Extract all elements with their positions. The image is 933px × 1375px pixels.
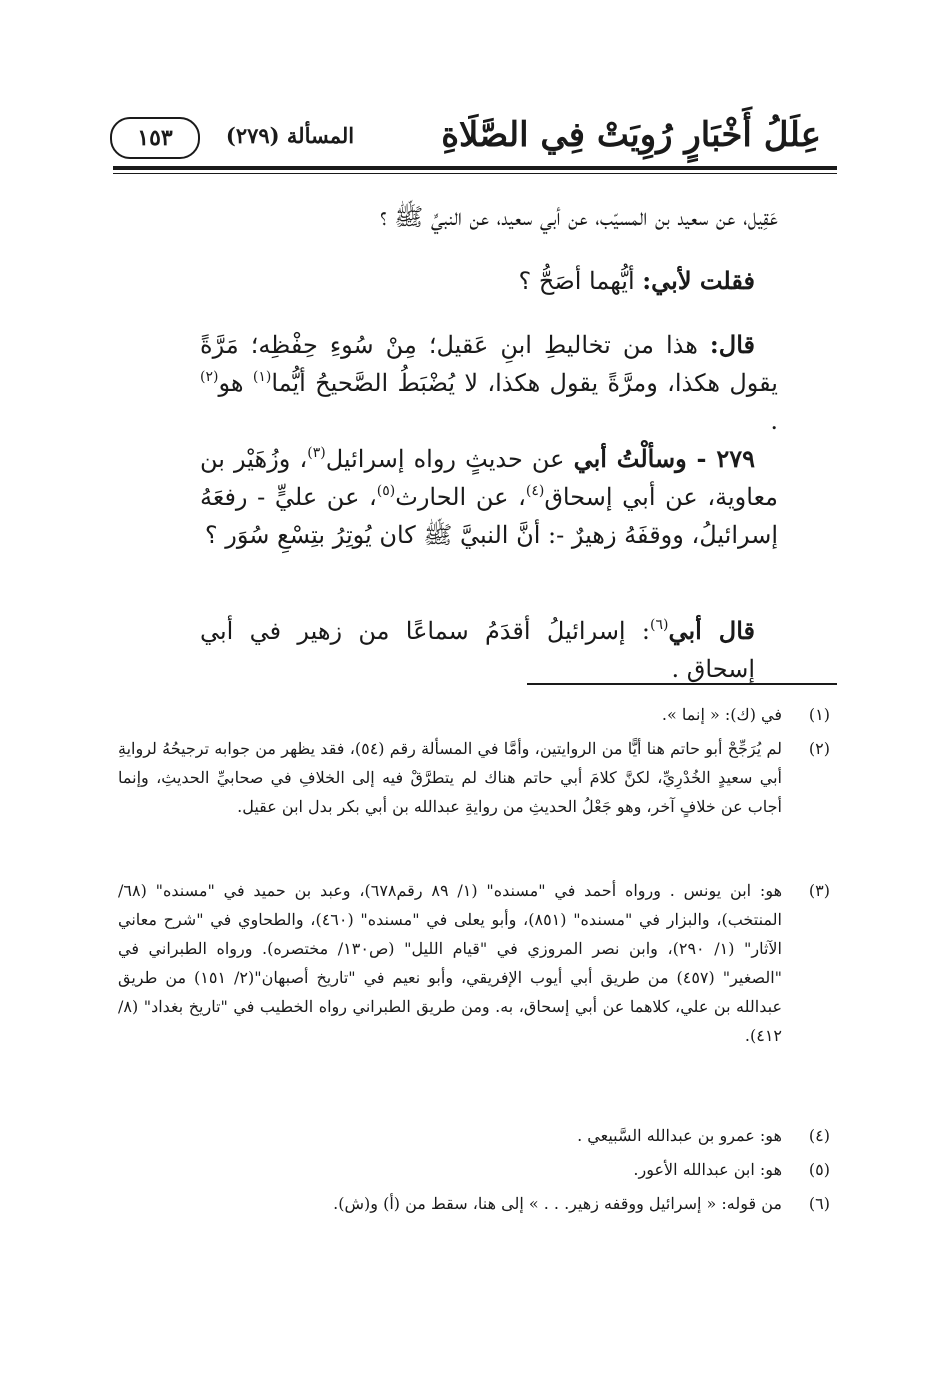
- footnote-1: [118, 700, 830, 729]
- footnote-number: (٣): [808, 881, 830, 900]
- footnote-ref-2[interactable]: (٢): [200, 369, 219, 385]
- footnote-number: (١): [808, 705, 830, 724]
- paragraph-3-text-a: هذا من تخاليطِ ابنِ عَقيل؛ مِنْ سُوءِ حِفْظِه؛ مَرَّةً يقول هكذا، ومرَّةً يقول هكذا، لا يُضْبَطُ الصَّحيحُ أيُّما: [200, 331, 778, 397]
- paragraph-5-lead: قال أبي: [668, 616, 756, 645]
- footnote-text: هو: عمرو بن عبدالله السَّبيعي .: [577, 1126, 782, 1145]
- header-rule-thick: [113, 166, 837, 170]
- paragraph-3-text-b: هو: [218, 369, 253, 397]
- paragraph-5-text: : إسرائيلُ أقدَمُ سماعًا من زهير في أبي إسحاق .: [200, 617, 755, 683]
- paragraph-4: [200, 440, 778, 554]
- footnote-5: [118, 1155, 830, 1184]
- footnote-number: (٦): [808, 1194, 830, 1213]
- paragraph-3: [200, 326, 778, 440]
- footnote-6: [118, 1189, 830, 1218]
- footnote-2: [118, 734, 830, 821]
- footnote-ref-5[interactable]: (٥): [376, 483, 396, 499]
- paragraph-1: [200, 198, 778, 236]
- footnote-ref-6[interactable]: (٦): [649, 617, 669, 633]
- footnote-number: (٢): [808, 739, 830, 758]
- footnote-ref-1[interactable]: (١): [252, 369, 272, 385]
- paragraph-4-text-b: ، وزُهَيْر بن معاوية، عن أبي إسحاق: [200, 445, 778, 511]
- header-rule-thin: [113, 173, 837, 174]
- footnote-text: هو: ابن عبدالله الأعور.: [633, 1160, 782, 1179]
- footnote-text: من قوله: « إسرائيل ووقفه زهير. . . » إلى هنا، سقط من (أ) و(ش).: [333, 1194, 782, 1213]
- footnote-separator: [527, 683, 837, 685]
- footnote-text: هو: ابن يونس . ورواه أحمد في "مسنده" (١/ ٨٩ رقم٦٧٨)، وعبد بن حميد في "مسنده" (٦٨/المنتخب)، والبزار في "مسنده" (٨٥١)، وأبو يعلى في "مسنده" (٤٦٠)، والطحاوي في "شرح معاني الآثار" (١/ ٢٩٠)، وابن نصر المروزي في "قيام الليل" (ص١٣٠/ مختصره). ورواه الطبراني في "الصغير" (٤٥٧) من طريق أبي أيوب الإفريقي، وأبو نعيم في "تاريخ أصبهان"(٢/ ١٥١) من طريق عبدالله بن علي، كلاهما عن أبي إسحاق، به. ومن طريق الطبراني رواه الخطيب في "تاريخ بغداد" (٨/ ٤١٢).: [118, 881, 783, 1045]
- question-number-lead: ٢٧٩ - وسألْتُ أبي: [573, 444, 755, 473]
- footnote-ref-3[interactable]: (٣): [307, 445, 326, 461]
- paragraph-3-lead: قال:: [709, 330, 755, 359]
- paragraph-2: [200, 262, 755, 300]
- paragraph-2-text: أيُّهما أصَحُّ ؟: [518, 267, 643, 295]
- footnote-text: في (ك): « إنما ».: [661, 705, 782, 724]
- page-number: ١٥٣: [110, 117, 200, 159]
- footnote-text: لم يُرَجِّحْ أبو حاتم هنا أيًّا من الروايتين، وأمَّا في المسألة رقم (٥٤)، فقد يظهر من جوابه ترجيحُهُ لروايةِ أبي سعيدٍ الخُدْرِيِّ، لكنَّ كلامَ أبي حاتم هناك لم يتطرَّقْ فيه إلى الخلافِ في صحابيِّ الحديثِ، وإنما أجاب عن خلافٍ آخر، وهو جَعْلُ الحديثِ من روايةِ عبدالله بن أبي بكر بدل ابن عقيل.: [118, 739, 782, 816]
- question-label: المسألة (٢٧٩): [225, 123, 355, 148]
- paragraph-3-text-c: .: [770, 407, 778, 435]
- footnote-4: [118, 1121, 830, 1150]
- running-title: عِلَلُ أَخْبَارٍ رُوِيَتْ فِي الصَّلَاةِ: [441, 115, 821, 155]
- paragraph-2-lead: فقلت لأبي:: [642, 266, 755, 295]
- paragraph-5: [200, 612, 755, 688]
- paragraph-4-text-a: عن حديثٍ رواه إسرائيل: [325, 445, 574, 473]
- paragraph-4-text-d: ، عن عليٍّ - رفعَهُ إسرائيلُ، ووقفَهُ زهيرٌ -: أنَّ النبيَّ ﷺ كان يُوتِرُ بتِسْعِ سُوَر ؟: [200, 483, 778, 549]
- footnote-3: [118, 876, 830, 1050]
- footnote-number: (٥): [808, 1160, 830, 1179]
- paragraph-1-text: عَقِيل، عن سعيد بن المسيّب، عن أبي سعيد، عن النبيِّ ﷺ ؟: [380, 203, 778, 231]
- footnote-number: (٤): [808, 1126, 830, 1145]
- footnote-ref-4[interactable]: (٤): [525, 483, 545, 499]
- paragraph-4-text-c: ، عن الحارث: [395, 483, 526, 511]
